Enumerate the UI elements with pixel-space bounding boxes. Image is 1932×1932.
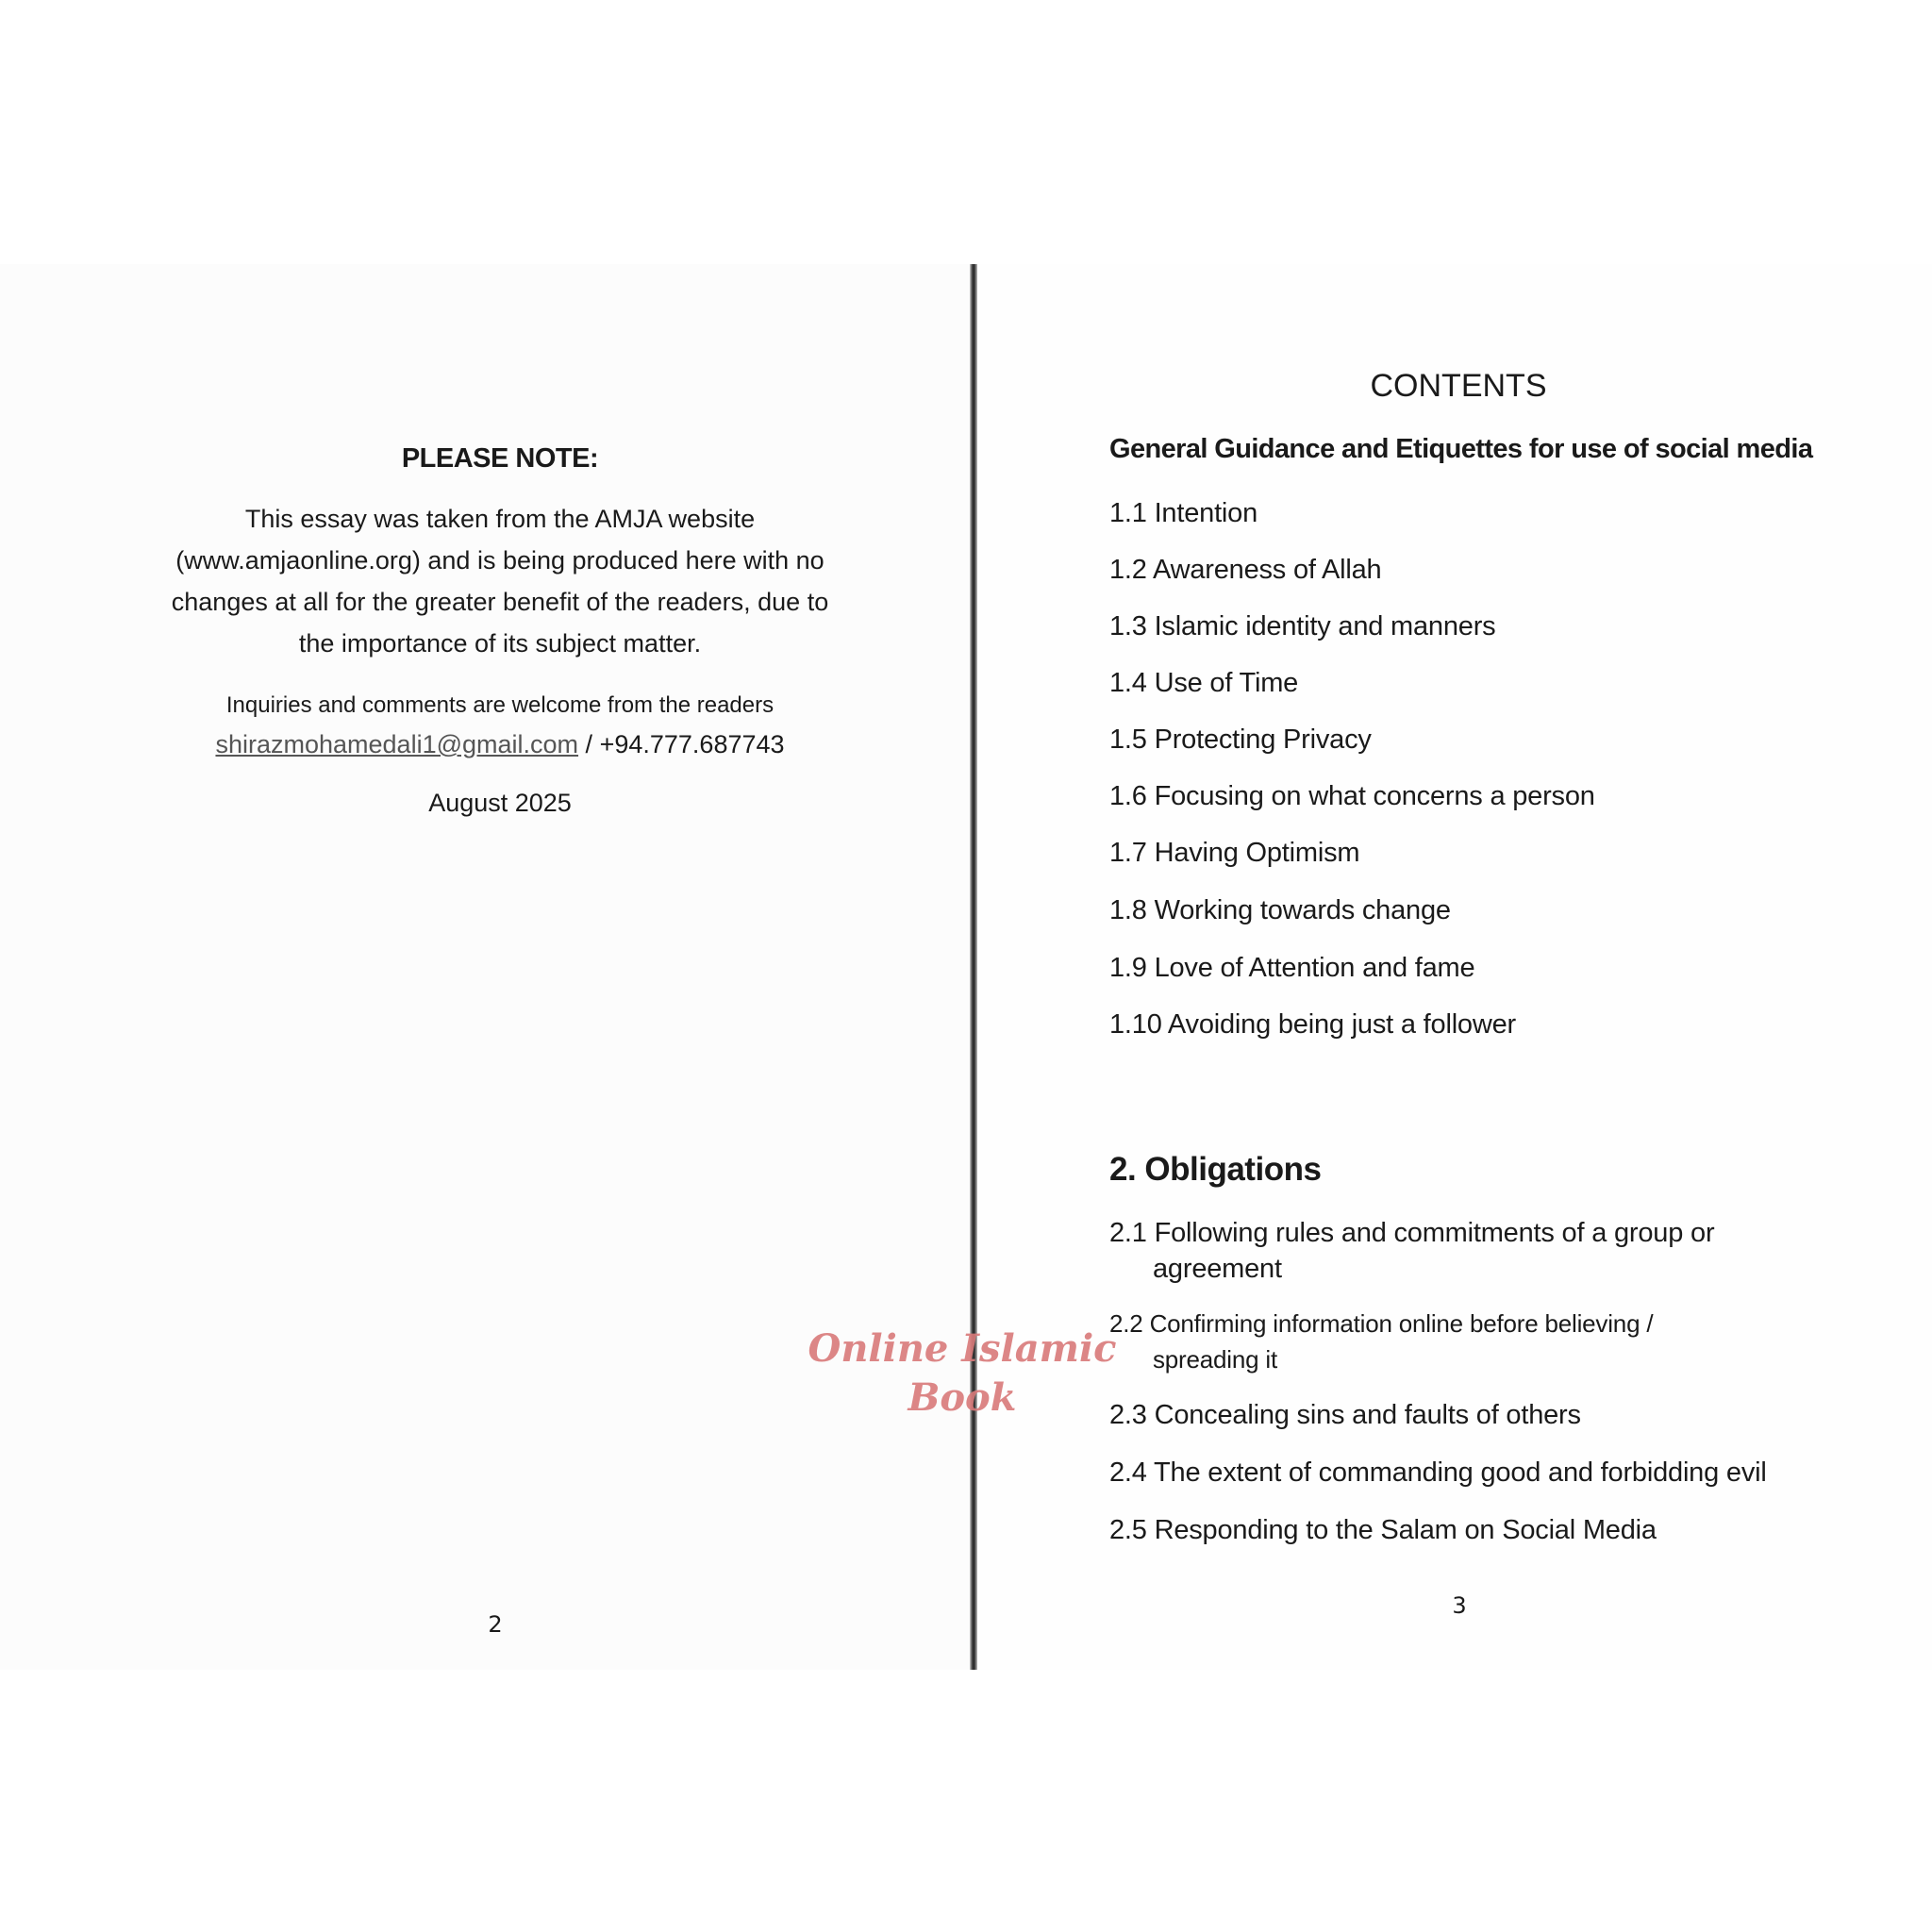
email-link[interactable]: shirazmohamedali1@gmail.com [215,730,579,758]
page-number-right: 3 [1452,1592,1467,1619]
watermark [802,1324,1123,1423]
toc-item[interactable]: 1.1 Intention [1109,498,1258,528]
toc-item[interactable]: 2.3 Concealing sins and faults of others [1109,1400,1581,1430]
toc-item[interactable]: 1.7 Having Optimism [1109,838,1360,868]
toc-item[interactable]: 1.4 Use of Time [1109,668,1299,698]
toc-item-line: 2.1 Following rules and commitments of a group or [1109,1218,1715,1248]
toc-item[interactable] [1109,1306,1653,1377]
toc-item[interactable]: 1.6 Focusing on what concerns a person [1109,781,1595,811]
toc-item-line: 2.2 Confirming information online before believing / [1109,1309,1654,1338]
inquiries-text: Inquiries and comments are welcome from the readers [225,692,774,718]
toc-item[interactable]: 1.9 Love of Attention and fame [1109,953,1475,983]
obligations-title: 2. Obligations [1109,1151,1322,1188]
toc-item[interactable]: 1.3 Islamic identity and manners [1109,611,1496,641]
note-title: PLEASE NOTE: [401,443,599,474]
toc-item[interactable]: 1.2 Awareness of Allah [1109,555,1382,585]
toc-item[interactable]: 1.5 Protecting Privacy [1109,724,1372,755]
note-body: This essay was taken from the AMJA website (www.amjaonline.org) and is being produced here with no changes at all for the greater benefit of the readers, due to the importance of its subject matter. [171,505,829,658]
phone-number: +94.777.687743 [599,730,785,758]
watermark-line: Book [908,1375,1017,1420]
toc-item[interactable]: 1.8 Working towards change [1109,895,1451,925]
watermark-line: Online Islamic [808,1326,1117,1371]
page-number-left: 2 [488,1611,503,1638]
toc-item[interactable]: 2.4 The extent of commanding good and forbidding evil [1109,1457,1767,1488]
contact-separator: / [585,730,593,758]
right-page-content [0,264,1932,1670]
toc-item[interactable]: 1.10 Avoiding being just a follower [1109,1009,1516,1040]
note-date: August 2025 [428,789,572,817]
toc-item-line-continued: spreading it [1153,1345,1278,1374]
contents-title: CONTENTS [1370,368,1547,404]
section-title: General Guidance and Etiquettes for use of social media [1109,434,1813,464]
toc-item-line-continued: agreement [1153,1254,1282,1284]
toc-item[interactable]: 2.5 Responding to the Salam on Social Media [1109,1515,1657,1545]
toc-item[interactable] [1109,1215,1714,1287]
